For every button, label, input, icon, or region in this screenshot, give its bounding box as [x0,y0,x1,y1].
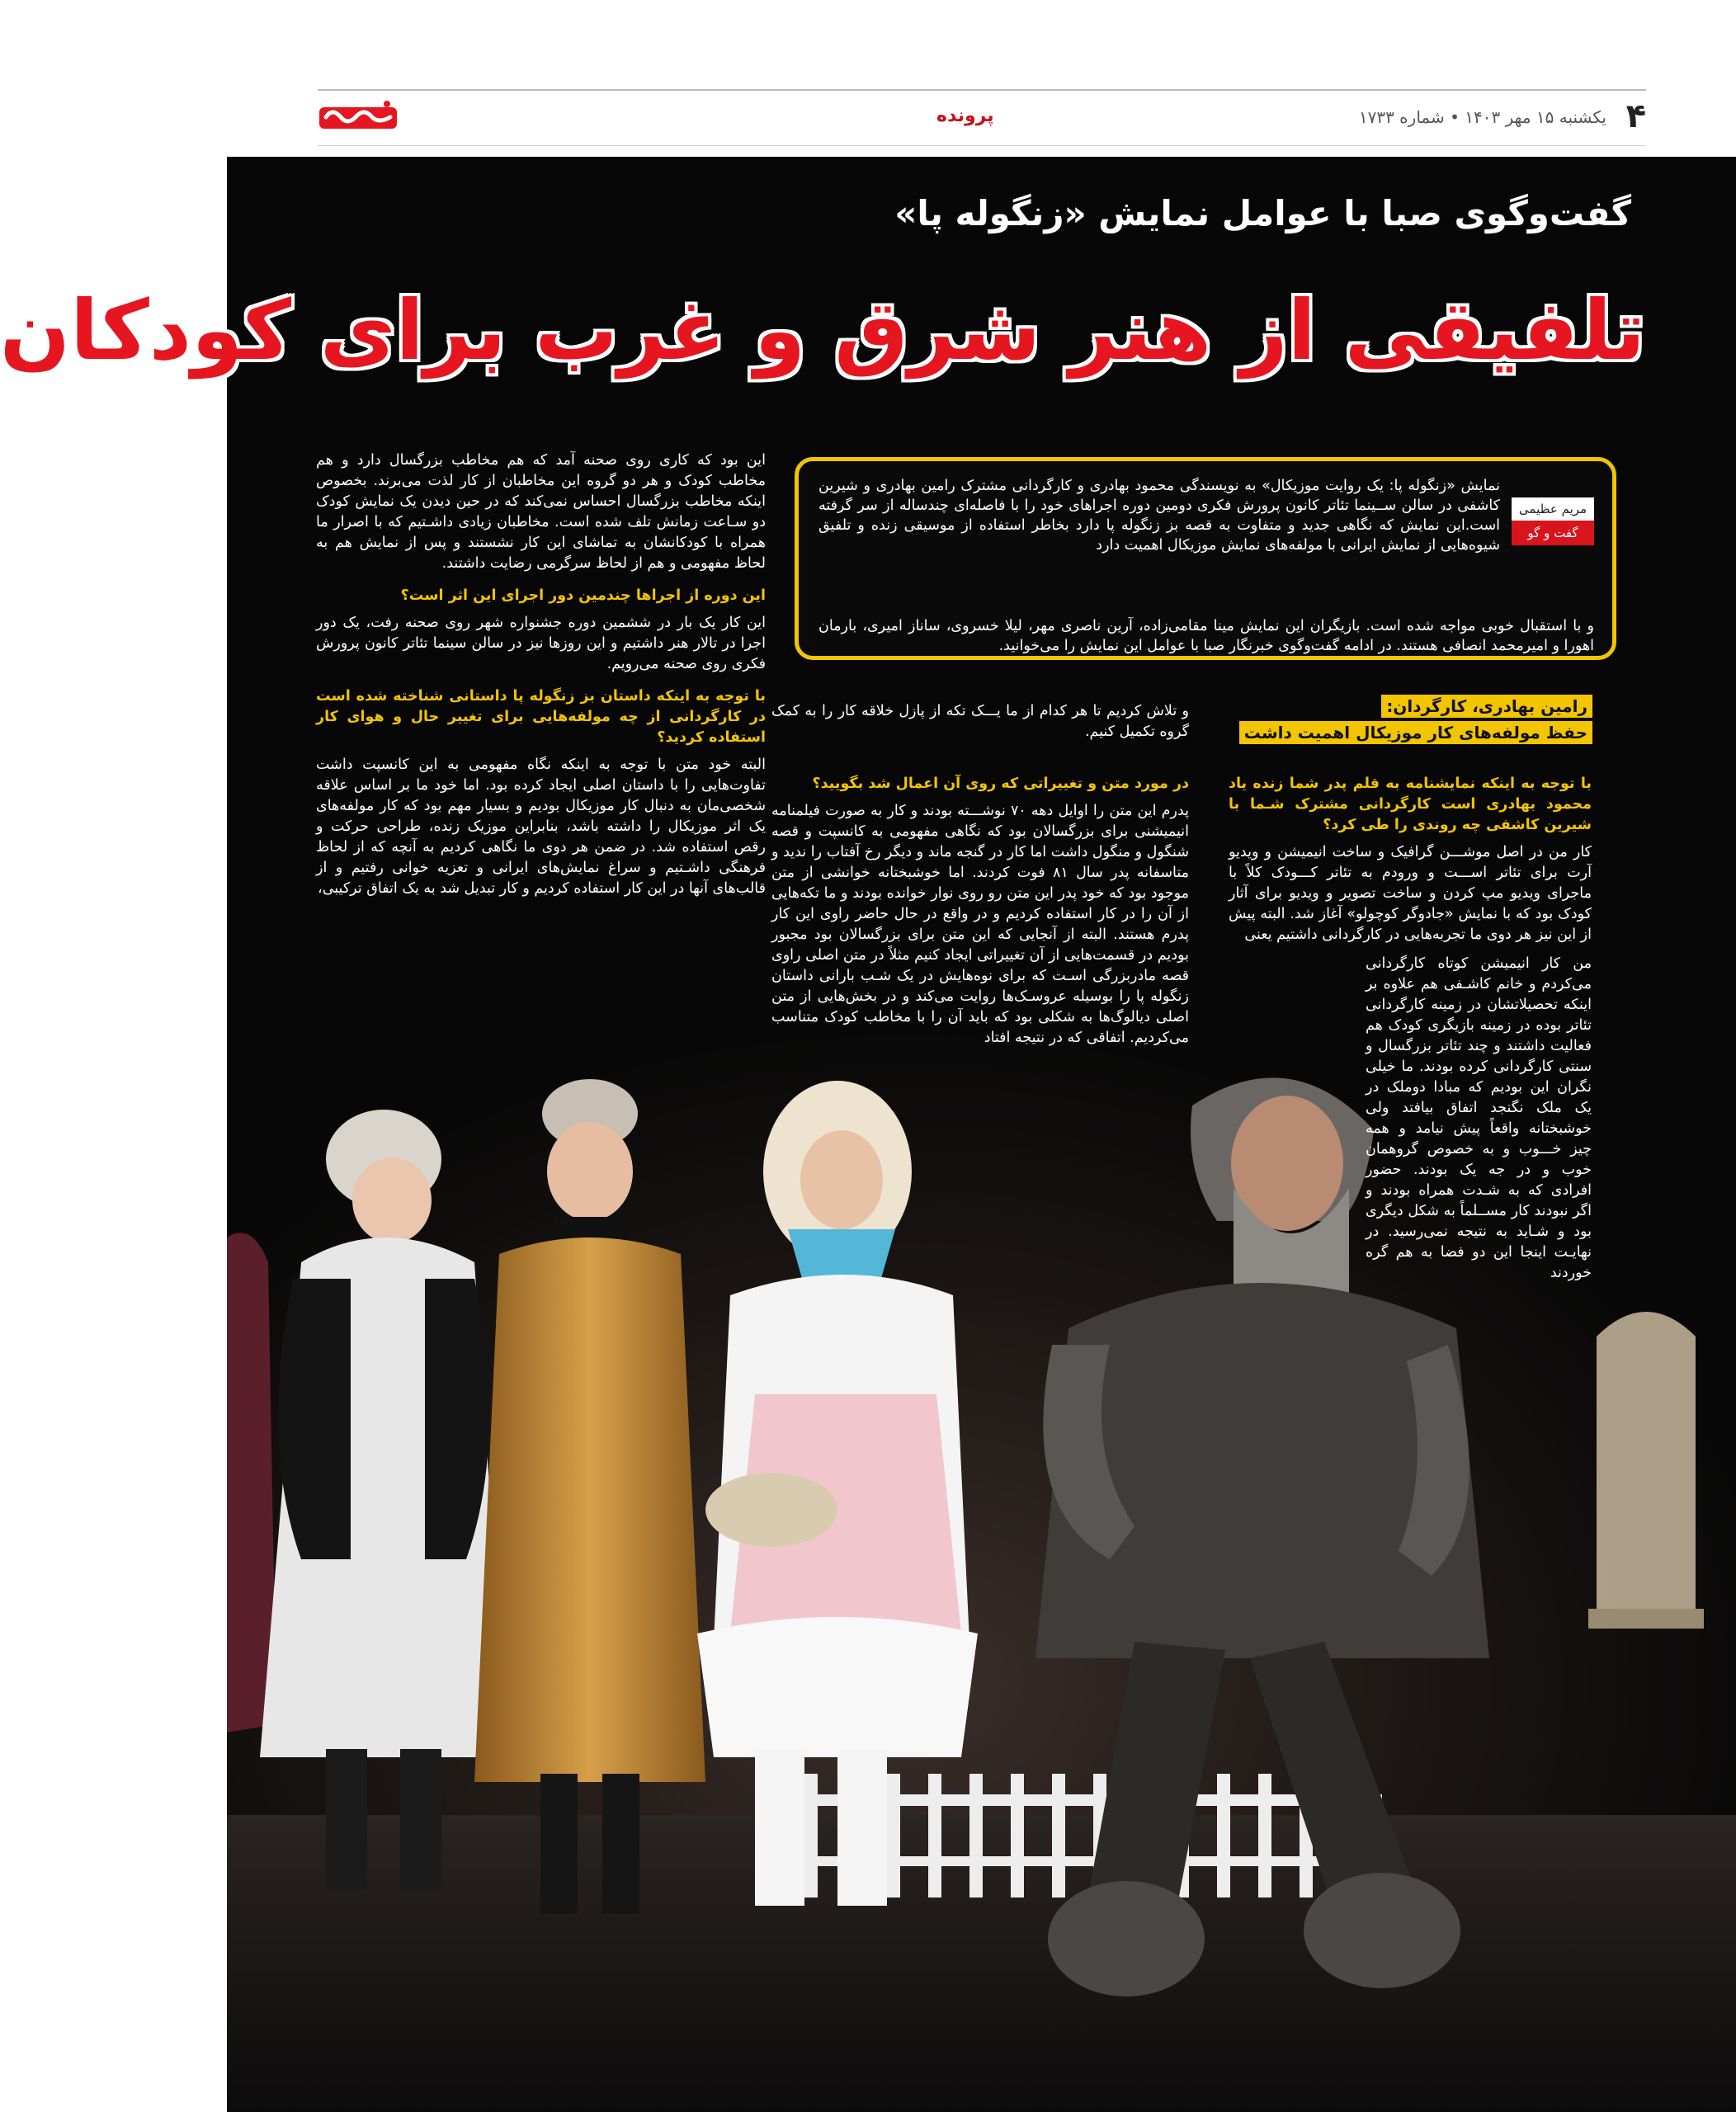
lead-paragraph-end: و با استقبال خوبی مواجه شده است. بازیگران این نمایش مینا مقامی‌زاده، آرین ناصری مهر، لیلا خسروی، ساناز امیری، بارمان اهورا و امیرمحمد انصافی هستند. در ادامه گفت‌وگوی خبرنگار صبا با عوامل این نمایش را می‌خوانید. [818,618,1594,654]
paragraph: و تلاش کردیم تا هر کدام از ما یـــک تکه از پازل خلاقه کار را به کمک گروه تکمیل کنیم. [771,703,1189,740]
question: با توجه به اینکه داستان بز زنگوله پا داستانی شناخته شده است در کارگردانی از چه مولفه‌هایی برای تغییر حال و هوای کار استفاده کردید؟ [316,688,766,746]
saba-logo [318,96,399,137]
paragraph: البته خود متن با توجه به اینکه نگاه مفهومی به این کانسپت داشت تفاوت‌هایی را با داستان اصلی ایجاد کرده بود. اما خود ما بر اساس علاقه شخصی‌مان به دنبال کار موزیکال بودیم و بسیار مهم بود که کار مولفه‌های یک اثر موزیکال را داشته باشد، بنابراین موزیک زنده، طراحی حرکت و رقص استفاده شد. در ضمن هر دوی ما نگاهی کردیم به آنچه که از لحاظ فرهنگی داشـتیم و سراغ نمایش‌های ایرانی و تعزیه خوانی رفتیم و از قالب‌های آنها در این کار استفاده کردیم و کار تبدیل شد به یک اتفاق ترکیبی، [316,757,766,897]
paragraph: این بود که کاری روی صحنه آمد که هم مخاطب بزرگسال دارد و هم مخاطب کودک و هر دو گروه این مخاطبان از کار لذت می‌برند. بخصوص اینکه مخاطب بزرگسال احساس نمی‌کند که در حین دیدن یک نمایش کودک دو سـاعت زمانش تلف شده است. مخاطبان زیادی داشـتیم که با اصرار ما همراه با کودکانشان به تماشای این کار نشستند و پس از نمایش هم به لحاظ مفهومی و هم از لحاظ سرگرمی رضایت داشتند. [316,452,766,572]
speaker-name: رامین بهادری، کارگردان: [1381,695,1592,718]
paragraph-tail: من کار [1541,955,1592,972]
byline-genre: گفت و گو [1512,521,1594,545]
paragraph [1366,954,1592,1284]
column-left [316,450,766,904]
question: با توجه به اینکه نمایشنامه به قلم پدر شما زنده یاد محمود بهادری است کارگردانی مشترک شـما با شیرین کاشفی چه روندی را طی کرد؟ [1229,776,1592,833]
paragraph: پدرم این متن را اوایل دهه ۷۰ نوشـــته بودند و کار به صورت فیلمنامه انیمیشنی برای بزرگسالان بود که نگاهی مفهومی به کانسپت و قصه شنگول و منگول داشت اما کار در گنجه ماند و دیگر رخ آفتاب را ندید و متاسفانه پدر سال ۸۱ فوت کردند. اما خوشبختانه خوانشی از متن موجود بود که خود پدر این متن رو روی نوار خوانده بودند و ما تکه‌هایی از آن را در کار استفاده کردیم و در واقع در حال حاضر راوی این کار پدرم هستند. البته از آنجایی که این متن برای بزرگسالان بود مجبور بودیم در قسمت‌هایی از آن تغییراتی ایجاد کنیم مثلاً در متن اصلی راوی قصه مادربزرگی اسـت که برای نوه‌هایش در یک شـب بارانی داستان زنگوله پا را بوسیله عروسـک‌ها روایت می‌کند و در بخش‌هایی از متن اصلی دیالوگ‌ها به شکلی بود که باید آن را با مخاطب کودک متناسب می‌کردیم. اتفاقی که در نتیجه افتاد [771,803,1190,1046]
article-kicker: گفت‌وگوی صبا با عوامل نمایش «زنگوله پا» [894,193,1631,233]
column-right-narrow [1366,954,1592,1289]
section-name: پرونده [936,106,994,126]
article-headline: تلفیقی از هنر شرق و غرب برای کودکان [0,282,1645,379]
lead-paragraph: نمایش «زنگوله پا: یک روایت موزیکال» به نویسندگی محمود بهادری و کارگردانی مشترک رامین بهادری و شیرین کاشفی در سالن ســینما تئاتر کانون پرورش فکری دومین دوره اجراهای خود را با فاصله‌ای چندساله از سر گرفته است.این نمایش که نگاهی جدید و متفاوت به قصه بز زنگوله پا دارد بخاطر استفاده از موسیقی زنده و تلفیق شیوه‌هایی از نمایش ایرانی با مولفه‌های نمایش موزیکال اهمیت دارد [818,478,1500,554]
paragraph: این کار یک بار در ششمین دوره جشنواره شهر روی صحنه رفت، یک دور اجرا در تالار هنر داشتیم و این روزها نیز در سالن سینما تئاتر کانون پرورش فکری روی صحنه می‌رویم. [316,615,766,672]
paragraph: کار من در اصل موشـــن گرافیک و ساخت انیمیشن و ویدیو آرت برای تئاتر اســـت و ورودم به تئاتر کـــودک کلاً با ماجرای ویدیو مپ کردن و ساخت تصویر و ویدیو برای آثار کودک بود که با نمایش «جادوگر کوچولو» آغاز شد. البته پیش از این نیز هر دوی ما تجربه‌هایی در کارگردانی داشتیم یعنی [1229,844,1592,943]
lead-box [795,457,1616,660]
question: در مورد متن و تغییراتی که روی آن اعمال شد بگویید؟ [812,776,1189,792]
column-middle-top [771,701,1189,747]
byline [1512,497,1594,547]
page-number: ۴ [1625,97,1646,135]
question: این دوره از اجراها چندمین دور اجرای این اثر است؟ [400,587,766,604]
column-right [1229,774,1592,950]
byline-author: مریم عظیمی [1512,497,1594,521]
column-middle [771,774,1189,1054]
article-spread [0,157,1736,2112]
paragraph-cont: انیمیشن کوتاه کارگردانی می‌کردم و خانم کاشـفی هم علاوه بر اینکه تحصیلاتشان در زمینه کارگردانی تئاتر بوده در زمینه بازیگری کودک هم فعالیت داشتند و چند تئاتر بزرگسال و سنتی کارگردانی کرده بودند. ما خیلی نگران این بودیم که مبادا دوملک در یک ملک نگنجد اتفاق بیافتد ولی خوشبختانه واقعاً پیش نیامد و همه چیز خـــوب و به خصوص گروهمان خوب و در جه یک بودند. حضور افرادی که به شـدت همراه بودند و اگر نبودند کار مســلماً به شکل دیگری بود و شـاید به نتیجه نمی‌رسید. در نهایـت اینجا این دو فضا به هم گره خوردند [1366,955,1592,1281]
page-header [318,89,1646,146]
speaker-quote: حفظ مولفه‌های کار موزیکال اهمیت داشت [1239,721,1592,744]
issue-date: یکشنبه ۱۵ مهر ۱۴۰۳ • شماره ۱۷۳۳ [1358,107,1606,127]
speaker-heading [1239,695,1592,747]
